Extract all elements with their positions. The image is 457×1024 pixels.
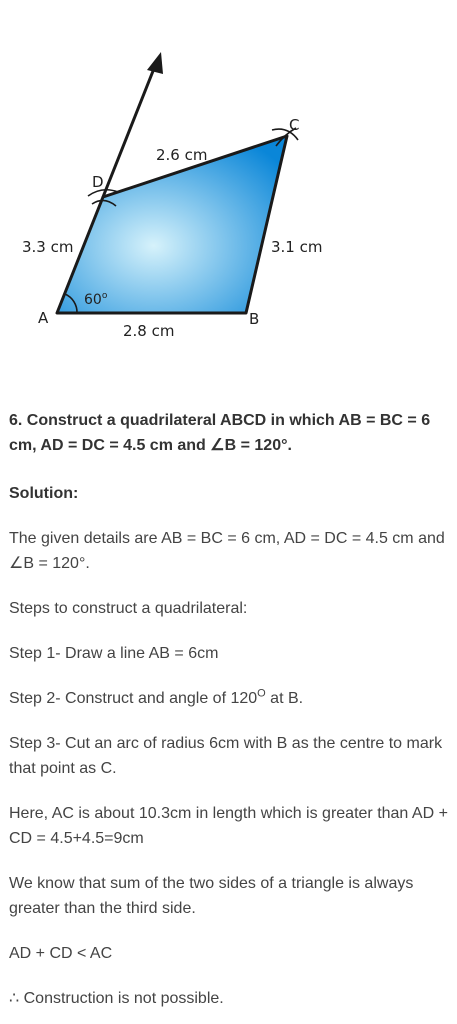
solution-heading: Solution:: [9, 485, 79, 502]
side-label-cd: 2.6 cm: [156, 146, 208, 164]
ray-line: [103, 66, 155, 197]
step-2-text-end: at B.: [265, 690, 304, 707]
side-label-bc: 3.1 cm: [271, 238, 323, 256]
side-label-ab: 2.8 cm: [123, 322, 175, 340]
steps-intro: Steps to construct a quadrilateral:: [9, 600, 248, 617]
angle-label-a: 60$^o$: [84, 291, 108, 308]
solution-content: [9, 408, 449, 1011]
conclusion-text: ∴ Construction is not possible.: [9, 990, 224, 1007]
given-text: The given details are AB = BC = 6 cm, AD = DC = 4.5 cm and ∠B = 120°.: [9, 530, 445, 572]
question-text: 6. Construct a quadrilateral ABCD in which AB = BC = 6 cm, AD = DC = 4.5 cm and ∠B = 120°.: [9, 412, 431, 454]
inequality-text: AD + CD < AC: [9, 945, 113, 962]
step-3: Step 3- Cut an arc of radius 6cm with B as the centre to mark that point as C.: [9, 735, 443, 777]
step-2: [9, 686, 449, 711]
vertex-label-a: A: [38, 309, 49, 327]
quadrilateral-diagram: [0, 0, 457, 360]
vertex-label-b: B: [249, 310, 260, 328]
observation-text: Here, AC is about 10.3cm in length which is greater than AD + CD = 4.5+4.5=9cm: [9, 805, 448, 847]
vertex-label-c: C: [289, 116, 300, 134]
step-2-degree: O: [257, 687, 266, 700]
step-1: Step 1- Draw a line AB = 6cm: [9, 645, 219, 662]
rule-text: We know that sum of the two sides of a triangle is always greater than the third side.: [9, 875, 414, 917]
ray-arrowhead: [147, 52, 163, 74]
vertex-label-d: D: [92, 173, 104, 191]
step-2-text: Step 2- Construct and angle of 120: [9, 690, 258, 707]
quadrilateral-figure: [0, 0, 457, 360]
side-label-ad: 3.3 cm: [22, 238, 74, 256]
